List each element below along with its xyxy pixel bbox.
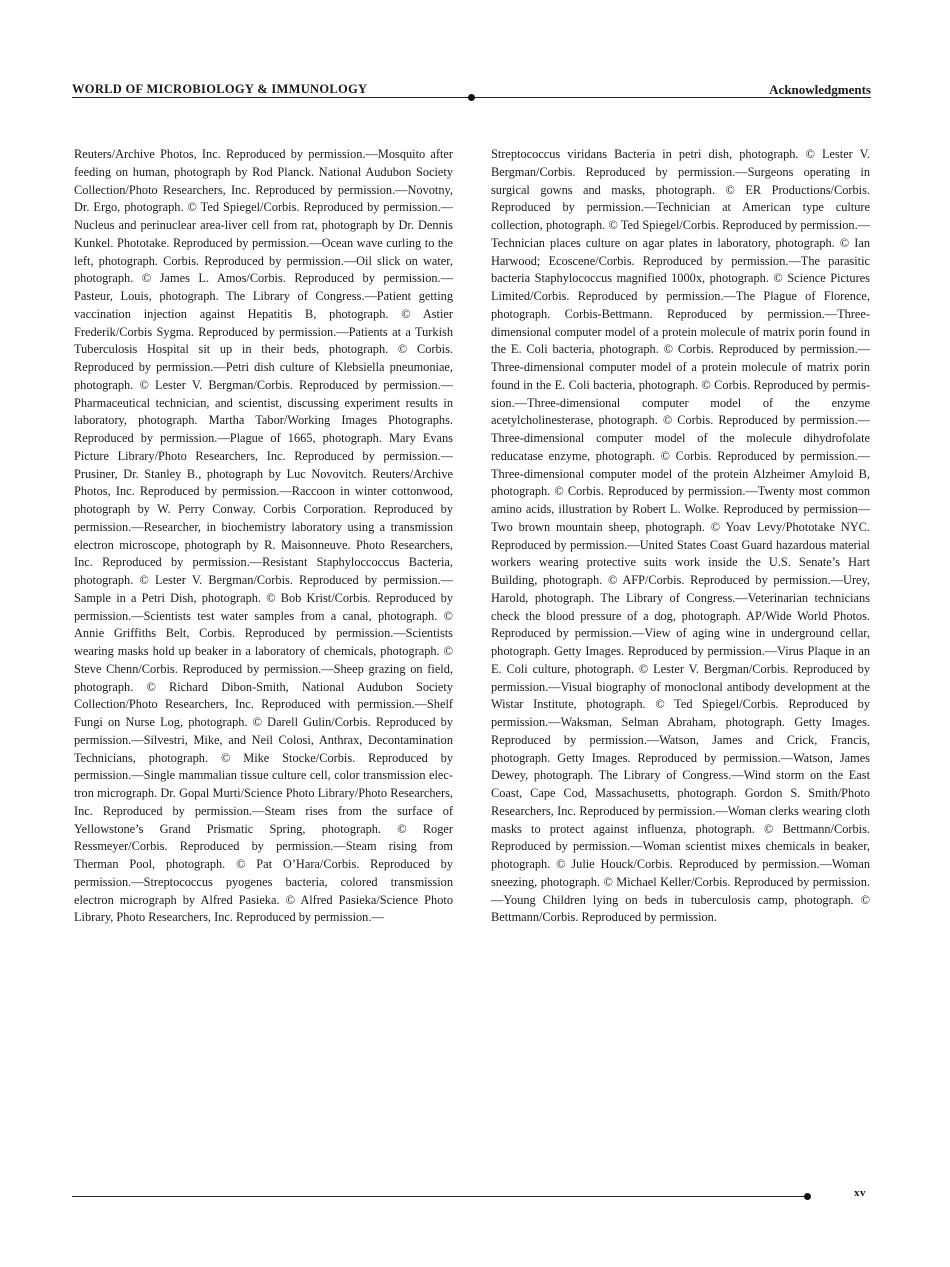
book-title: WORLD OF MICROBIOLOGY & IMMUNOLOGY [72, 82, 368, 96]
header-dot-ornament [468, 94, 475, 101]
section-title: Acknowledgments [769, 82, 871, 97]
footer-dot-ornament [804, 1193, 811, 1200]
footer-rule [72, 1196, 808, 1197]
page-number: xv [854, 1187, 866, 1199]
running-header [72, 80, 871, 102]
acknowledgments-left-column: Reuters/Archive Photos, Inc. Reproduced by permission.—Mosquito after feeding on human, photograph by Rod Planck. National Audubon Society Collection/Photo Researchers, Inc. Reproduced by permission.—Novotny, Dr. Ergo, photograph. © Ted Spiegel/Corbis. Reproduced by permission.—Nucleus and perinuclear area-liver cell from rat, photograph by Dr. Dennis Kunkel. Phototake. Reproduced by permission.—Ocean wave curling to the left, photograph. Corbis. Reproduced by permission.—Oil slick on water, photograph. © James L. Amos/Corbis. Reproduced by permission.—Pasteur, Louis, photograph. The Library of Congress.—Patient getting vaccination injection against Hepatitis B, photograph. © Astier Frederik/Corbis Sygma. Reproduced by permission.—Patients at a Turkish Tuberculosis Hospital sit up in their beds, photograph. © Corbis. Reproduced by permission.—Petri dish culture of Klebsiella pneumoniae, photograph. © Lester V. Bergman/Corbis. Reproduced by permission.—Pharmaceutical technician, and scientist, discussing experiment results in laboratory, photograph. Martha Tabor/Working Images Photographs. Reproduced by permission.—Plague of 1665, photograph. Mary Evans Picture Library/Photo Researchers, Inc. Reproduced by permission.—Prusiner, Dr. Stanley B., photograph by Luc Novovitch. Reuters/Archive Photos, Inc. Reproduced by permission.—Raccoon in winter cottonwood, photograph by W. Perry Conway. Corbis Corporation. Reproduced by permission.—Researcher, in biochemistry laboratory using a transmission electron microscope, photograph by R. Maisonneuve. Photo Researchers, Inc. Reproduced by permission.—Resistant Staphyloccoccus Bacteria, photograph. © Lester V. Bergman/Corbis. Reproduced by permission.—Sample in a Petri Dish, photograph. © Bob Krist/Corbis. Reproduced by permission.—Scientists test water samples from a canal, photograph. © Annie Griffiths Belt, Corbis. Reproduced by permission.—Scientists wearing masks hold up beaker in a laboratory of chemicals, photograph. © Steve Chenn/Corbis. Reproduced by permission.—Sheep grazing on field, photograph. © Richard Dibon-Smith, National Audubon Society Collection/Photo Researchers, Inc. Reproduced with permission.—Shelf Fungi on Nurse Log, photograph. © Darell Gulin/Corbis. Reproduced by permission.—Silvestri, Mike, and Neil Colosi, Anthrax, Decontamination Technicians, photograph. © Mike Stocke/Corbis. Reproduced by permission.—Single mammalian tissue culture cell, color transmission electron micrograph. Dr. Gopal Murti/Science Photo Library/Photo Researchers, Inc. Reproduced by permission.—Steam rises from the surface of Yellowstone’s Grand Prismatic Spring, photograph. © Roger Ressmeyer/Corbis. Reproduced by permission.—Steam rising from Therman Pool, photograph. © Pat O’Hara/Corbis. Reproduced by permission.—Streptococcus pyogenes bacteria, colored transmission electron micrograph by Alfred Pasieka. © Alfred Pasieka/Science Photo Library, Photo Researchers, Inc. Reproduced by permission.— [74, 147, 453, 925]
acknowledgments-right-column: Streptococcus viridans Bacteria in petri dish, photograph. © Lester V. Bergman/Corbis. Reproduced by permission.—Surgeons operating in surgical gowns and masks, photograph. © ER Productions/Corbis. Reproduced by permission.—Technician at American type culture collection, photograph. © Ted Spiegel/Corbis. Reproduced by permission.—Technician places culture on agar plates in laboratory, photograph. © Ian Harwood; Ecoscene/Corbis. Reproduced by permission.—The parasitic bacteria Staphylococcus magnified 1000x, photograph. © Science Pictures Limited/Corbis. Reproduced by permission.—The Plague of Florence, photograph. Corbis-Bettmann. Reproduced by permission.—Three-dimensional computer model of a protein molecule of matrix porin found in the E. Coli bacteria, photograph. © Corbis. Reproduced by permission.—Three-dimensional computer model of a protein molecule of matrix porin found in the E. Coli bacteria, photograph. © Corbis. Reproduced by permission.—Three-dimensional computer model of the enzyme acetylcholinesterase, photograph. © Corbis. Reproduced by permission.—Three-dimensional computer model of the molecule dihydrofolate reducatase enzyme, photograph. © Corbis. Reproduced by permission.—Three-dimensional computer model of the protein Alzheimer Amyloid B, photograph. © Corbis. Reproduced by permission.—Twenty most common amino acids, illustration by Robert L. Wolke. Reproduced by permission—Two brown mountain sheep, photograph. © Yoav Levy/Phototake NYC. Reproduced by permission.—United States Coast Guard hazardous material workers wearing protective suits work inside the U.S. Senate’s Hart Building, photograph. © AFP/Corbis. Reproduced by permission.—Urey, Harold, photograph. The Library of Congress.—Veterinarian technicians check the blood pressure of a dog, photograph. AP/Wide World Photos. Reproduced by permission.—View of aging wine in underground cellar, photograph. Getty Images. Reproduced by permission.—Virus Plaque in an E. Coli culture, photograph. © Lester V. Bergman/Corbis. Reproduced by permission.—Visual biography of monoclonal antibody development at the Wistar Institute, photograph. © Ted Spiegel/Corbis. Reproduced by permission.—Waksman, Selman Abraham, photograph. Getty Images. Reproduced by permission.—Watson, James and Crick, Francis, photograph. Getty Images. Reproduced by permission.—Watson, James Dewey, photograph. The Library of Congress.—Wind storm on the East Coast, Cape Cod, Massachusetts, photograph. Gordon S. Smith/Photo Researchers, Inc. Reproduced by permission.—Woman clerks wearing cloth masks to protect against influenza, photograph. © Bettmann/Corbis. Reproduced by permission.—Woman scientist mixes chemicals in beaker, photograph. © Julie Houck/Corbis. Reproduced by permission.—Woman sneezing, photograph. © Michael Keller/Corbis. Reproduced by permission.—Young Children lying on beds in tuberculosis camp, photograph. © Bettmann/Corbis. Reproduced by permission. [491, 147, 870, 925]
